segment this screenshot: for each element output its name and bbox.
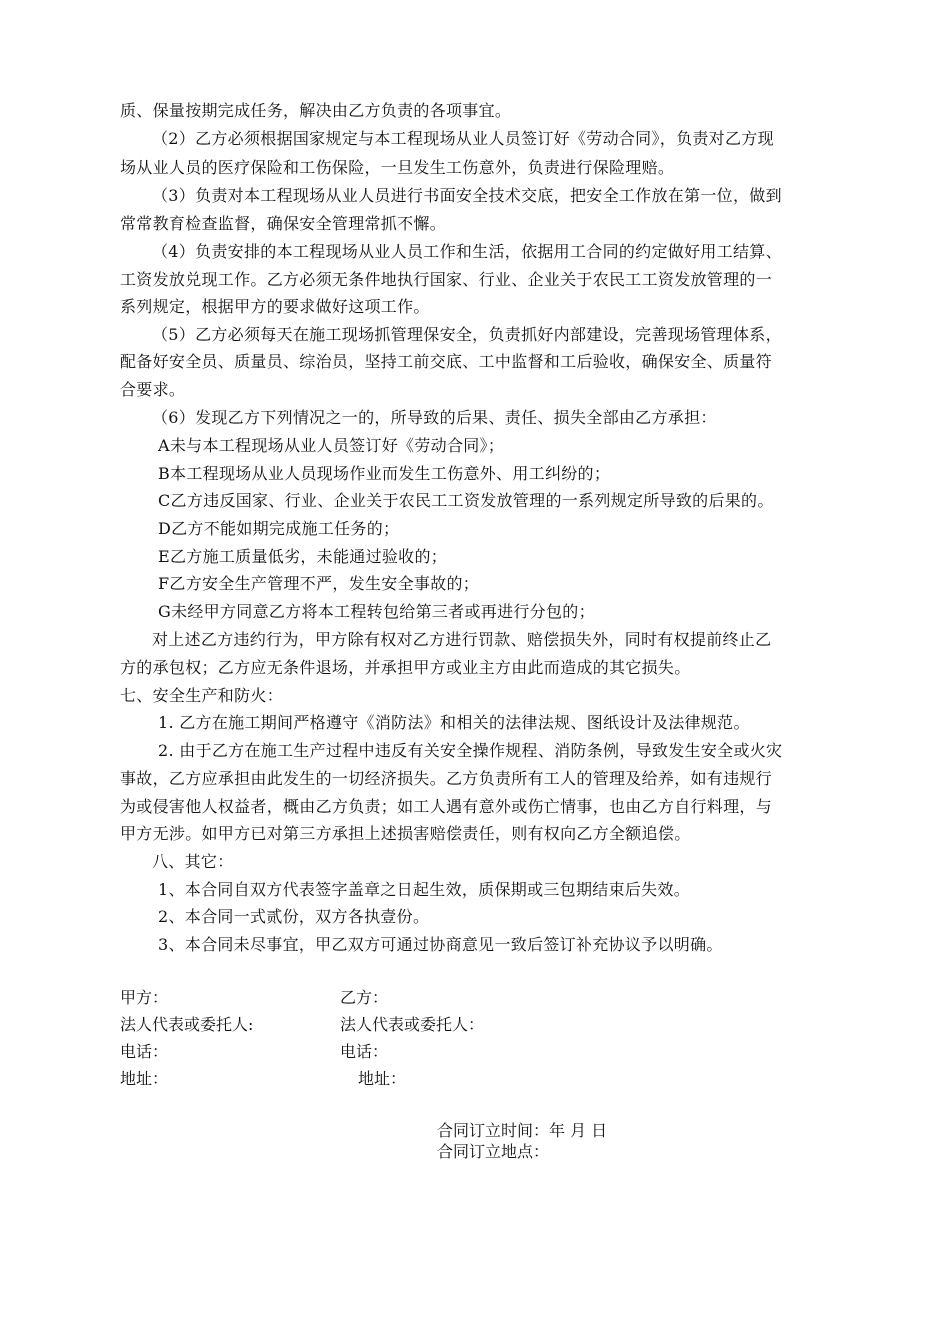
text-line: 质、保量按期完成任务，解决由乙方负责的各项事宜。 — [120, 101, 512, 120]
text-line: F乙方安全生产管理不严，发生安全事故的； — [158, 574, 480, 593]
text-line: E乙方施工质量低劣，未能通过验收的； — [158, 547, 448, 566]
party-b-address-label: 地址： — [358, 1069, 407, 1088]
party-a-representative-label: 法人代表或委托人: — [120, 1015, 254, 1034]
text-line: 场从业人员的医疗保险和工伤保险，一旦发生工伤意外，负责进行保险理赔。 — [120, 158, 675, 177]
text-line: 甲方无涉。如甲方已对第三方承担上述损害赔偿责任，则有权向乙方全额追偿。 — [120, 824, 691, 843]
text-line: 系列规定，根据甲方的要求做好这项工作。 — [120, 297, 430, 316]
text-line: （3）负责对本工程现场从业人员进行书面安全技术交底，把安全工作放在第一位，做到 — [152, 186, 782, 205]
text-line: B本工程现场从业人员现场作业而发生工伤意外、用工纠纷的； — [158, 464, 611, 483]
text-line: 工资发放兑现工作。乙方必须无条件地执行国家、行业、企业关于农民工工资发放管理的一 — [120, 270, 773, 289]
text-line: （6）发现乙方下列情况之一的，所导致的后果、责任、损失全部由乙方承担： — [152, 408, 717, 427]
section-heading: 八、其它： — [152, 852, 234, 871]
party-a-phone-label: 电话： — [120, 1042, 169, 1061]
text-line: 事故，乙方应承担由此发生的一切经济损失。乙方负责所有工人的管理及给养，如有违规行 — [120, 769, 773, 788]
text-line: 1. 乙方在施工期间严格遵守《消防法》和相关的法律法规、图纸设计及法律规范。 — [158, 713, 750, 732]
text-line: 3、本合同未尽事宜，甲乙双方可通过协商意见一致后签订补充协议予以明确。 — [158, 935, 723, 954]
text-line: 1、本合同自双方代表签字盖章之日起生效，质保期或三包期结束后失效。 — [158, 880, 691, 899]
text-line: D乙方不能如期完成施工任务的； — [158, 519, 400, 538]
text-line: G未经甲方同意乙方将本工程转包给第三者或再进行分包的； — [158, 602, 595, 621]
section-heading: 七、安全生产和防火： — [120, 686, 284, 705]
text-line: 为或侵害他人权益者，概由乙方负责；如工人遇有意外或伤亡情事，也由乙方自行料理，与 — [120, 797, 773, 816]
contract-date-label: 合同订立时间：年 月 日 — [437, 1121, 608, 1140]
text-line: A未与本工程现场从业人员签订好《劳动合同》； — [158, 436, 505, 455]
party-b-phone-label: 电话： — [340, 1042, 389, 1061]
text-line: 配备好安全员、质量员、综治员，坚持工前交底、工中监督和工后验收，确保安全、质量符 — [120, 352, 773, 371]
text-line: 合要求。 — [120, 380, 186, 399]
party-a-address-label: 地址： — [120, 1069, 169, 1088]
party-a-label: 甲方： — [120, 988, 169, 1007]
contract-place-label: 合同订立地点： — [437, 1142, 550, 1161]
text-line: 2. 由于乙方在施工生产过程中违反有关安全操作规程、消防条例，导致发生安全或火灾 — [158, 741, 783, 760]
text-line: （4）负责安排的本工程现场从业人员工作和生活，依据用工合同的约定做好用工结算、 — [152, 242, 782, 261]
text-line: C乙方违反国家、行业、企业关于农民工工资发放管理的一系列规定所导致的后果的。 — [158, 491, 774, 510]
party-b-label: 乙方： — [340, 988, 389, 1007]
text-line: （5）乙方必须每天在施工现场抓管理保安全，负责抓好内部建设，完善现场管理体系， — [152, 325, 782, 344]
text-line: 对上述乙方违约行为，甲方除有权对乙方进行罚款、赔偿损失外，同时有权提前终止乙 — [152, 630, 772, 649]
party-b-representative-label: 法人代表或委托人： — [340, 1015, 485, 1034]
text-line: 方的承包权；乙方应无条件退场，并承担甲方或业主方由此而造成的其它损失。 — [120, 658, 691, 677]
text-line: 常常教育检查监督，确保安全管理常抓不懈。 — [120, 214, 447, 233]
text-line: 2、本合同一式贰份，双方各执壹份。 — [158, 907, 430, 926]
text-line: （2）乙方必须根据国家规定与本工程现场从业人员签订好《劳动合同》，负责对乙方现 — [152, 129, 774, 148]
